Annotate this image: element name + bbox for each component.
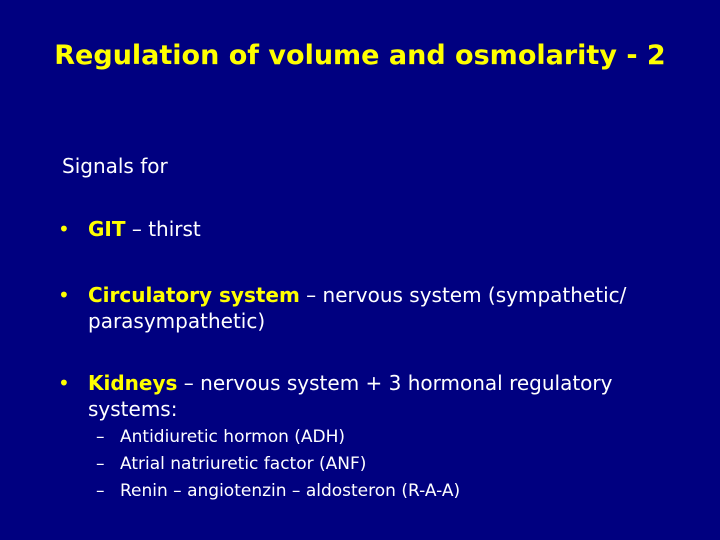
bullet-marker: • [58, 283, 70, 307]
bullet-text: – nervous system (sympathetic/ parasympathetic) [88, 283, 627, 333]
bullet-text: – nervous system + 3 hormonal regulatory systems: [88, 371, 613, 421]
list-item-anf [96, 451, 656, 478]
list-item-adh [96, 424, 656, 451]
bullet-marker: • [58, 371, 70, 395]
bullet-term: GIT [88, 217, 126, 241]
bullet-term: Circulatory system [88, 283, 300, 307]
bullet-circulatory-system [58, 282, 678, 334]
bullet-kidneys [58, 370, 678, 422]
intro-text: Signals for [62, 154, 168, 178]
list-item-text: Atrial natriuretic factor (ANF) [120, 454, 367, 474]
dash-marker: – [96, 427, 105, 447]
bullet-marker: • [58, 217, 70, 241]
list-item-raa [96, 478, 656, 505]
list-item-text: Antidiuretic hormon (ADH) [120, 427, 346, 447]
dash-marker: – [96, 454, 105, 474]
hormonal-systems-list [96, 424, 656, 505]
bullet-text: – thirst [125, 217, 201, 241]
list-item-text: Renin – angiotenzin – aldosteron (R-A-A) [120, 481, 461, 501]
slide-title: Regulation of volume and osmolarity - 2 [54, 40, 666, 71]
bullet-term: Kidneys [88, 371, 178, 395]
bullet-git [58, 216, 678, 242]
dash-marker: – [96, 481, 105, 501]
